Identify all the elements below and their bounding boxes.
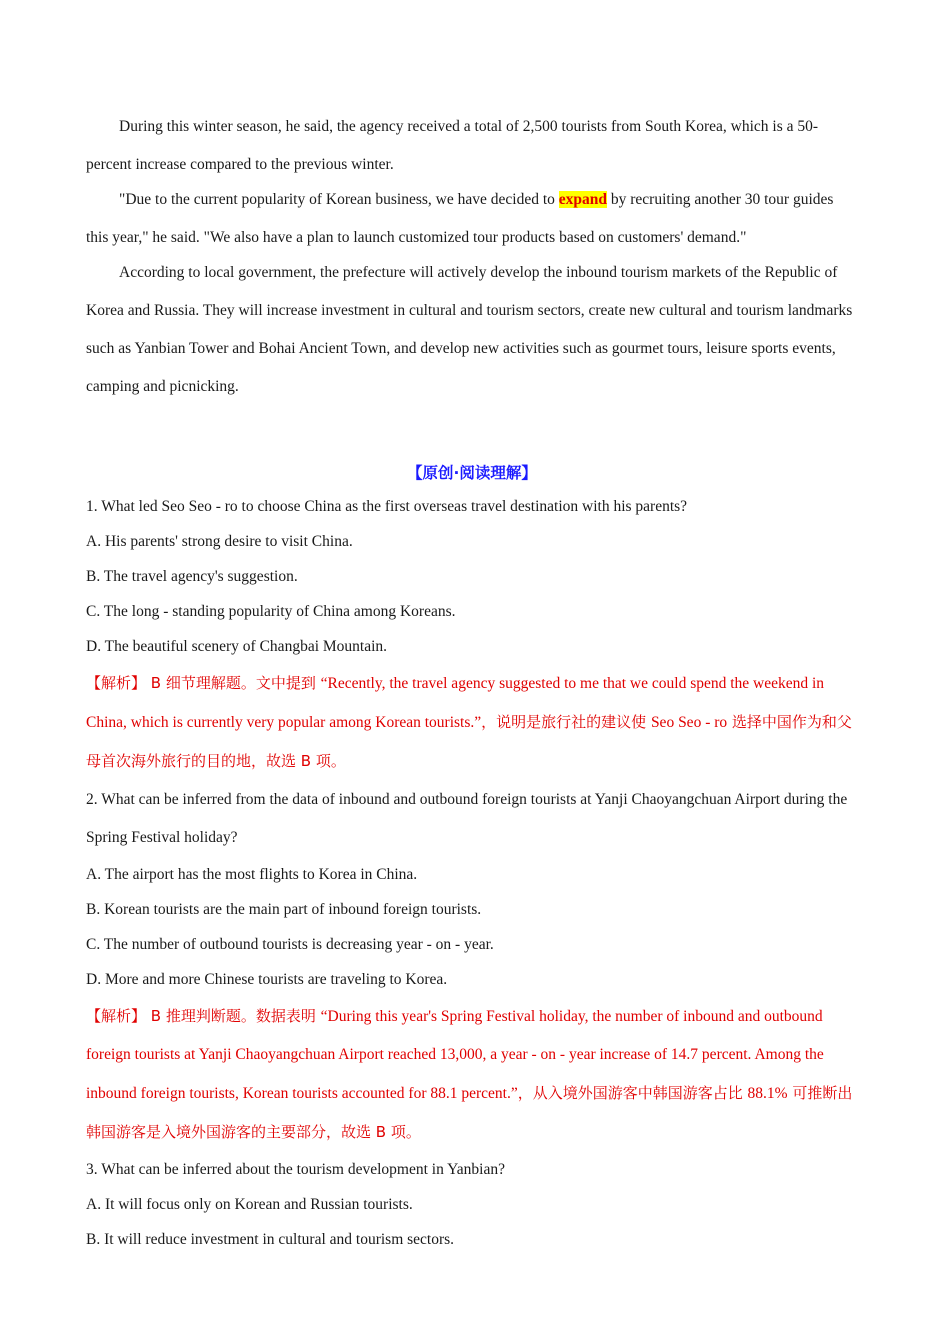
- option-c: C. The number of outbound tourists is decreasing year - on - year.: [86, 936, 494, 953]
- analysis-tag: 【解析】: [86, 1007, 147, 1025]
- passage-paragraph-3: According to local government, the prefecture will actively develop the inbound tourism markets of the Republic of Korea and Russia. They will increase investment in cultural and tourism sectors, create new cultural and tourism landmarks such as Yanbian Tower and Bohai Ancient Town, and develop new activities such as gourmet tours, leisure sports events, camping and picnicking.: [86, 264, 853, 395]
- section-title: 【原创·阅读理解】: [407, 464, 537, 482]
- option-d: D. More and more Chinese tourists are traveling to Korea.: [86, 971, 448, 988]
- option-a: A. It will focus only on Korean and Russian tourists.: [86, 1196, 413, 1213]
- analysis-tail-cn2: 可推断出韩国游客是入境外国游客的主要部分，故选 B 项。: [86, 1084, 853, 1141]
- passage-paragraph-2: [86, 181, 858, 257]
- question-stem: 1. What led Seo Seo - ro to choose China as the first overseas travel destination with his parents?: [86, 498, 688, 515]
- analysis-lead: B 推理判断题。数据表明: [146, 1007, 321, 1025]
- passage-paragraph-1: During this winter season, he said, the agency received a total of 2,500 tourists from South Korea, which is a 50-percent increase compared to the previous winter.: [86, 118, 819, 173]
- option-d: D. The beautiful scenery of Changbai Mountain.: [86, 638, 388, 655]
- analysis-quote: “Recently, the travel agency suggested to me that we could spend the weekend in China, which is currently very popular among Korean tourists.”: [86, 675, 825, 731]
- question-stem: 2. What can be inferred from the data of inbound and outbound foreign tourists at Yanji Chaoyangchuan Airport during the Spring Festival holiday?: [86, 791, 848, 846]
- analysis-tail-cn: ，从入境外国游客中韩国游客占比: [517, 1084, 748, 1102]
- question-3: [86, 1152, 858, 1257]
- document-page: [86, 108, 858, 1257]
- question-2: [86, 781, 858, 1152]
- passage-paragraph-2-after: by recruiting another 30 tour guides this year," he said. "We also have a plan to launch customized tour products based on customers' demand.": [86, 191, 834, 246]
- passage-paragraph-2-before: "Due to the current popularity of Korean business, we have decided to: [119, 191, 559, 208]
- option-c: C. The long - standing popularity of China among Koreans.: [86, 603, 456, 620]
- analysis-tail-en: Seo Seo - ro: [650, 714, 728, 731]
- analysis-tail-cn2: 选择中国作为和父母首次海外旅行的目的地，故选 B 项。: [86, 713, 852, 770]
- analysis-tail-cn: ，说明是旅行社的建议使: [481, 713, 651, 731]
- question-stem: 3. What can be inferred about the tourism development in Yanbian?: [86, 1161, 505, 1178]
- analysis: [86, 997, 858, 1152]
- option-a: A. The airport has the most flights to Korea in China.: [86, 866, 418, 883]
- analysis-lead: B 细节理解题。文中提到: [146, 674, 321, 692]
- highlighted-word: expand: [558, 191, 608, 208]
- analysis-quote: “During this year's Spring Festival holiday, the number of inbound and outbound foreign tourists at Yanji Chaoyangchuan Airport reached 13,000, a year - on - year increase of 14.7 percent. Among the inbound foreign tourists, Korean tourists accounted for 88.1 percent.”: [86, 1008, 824, 1102]
- option-b: B. The travel agency's suggestion.: [86, 568, 298, 585]
- analysis-tail-en: 88.1%: [747, 1085, 788, 1102]
- question-1: [86, 489, 858, 781]
- option-b: B. It will reduce investment in cultural and tourism sectors.: [86, 1231, 455, 1248]
- option-a: A. His parents' strong desire to visit China.: [86, 533, 353, 550]
- analysis-tag: 【解析】: [86, 674, 147, 692]
- analysis: [86, 664, 858, 781]
- option-b: B. Korean tourists are the main part of inbound foreign tourists.: [86, 901, 482, 918]
